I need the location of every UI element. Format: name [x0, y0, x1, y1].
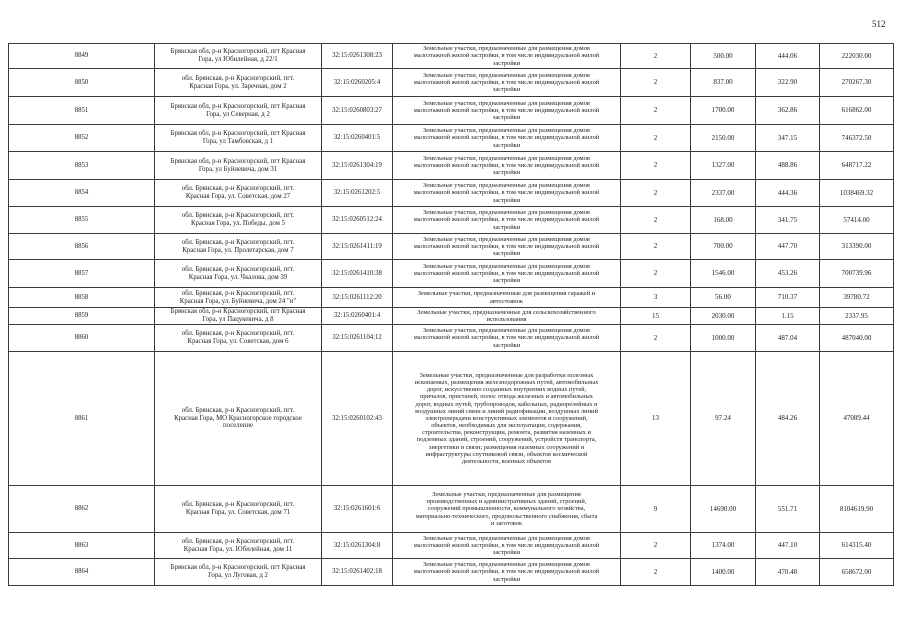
row-area: 14690.00	[691, 486, 756, 533]
row-cadastral-number: 32:15:0261112:20	[322, 288, 393, 308]
table-row	[9, 325, 894, 352]
row-rate: 1.15	[756, 308, 820, 325]
row-rate: 710.37	[756, 288, 820, 308]
row-land-use: Земельные участки, предназначенные для размещения домов малоэтажной жилой застройки, в том числе индивидуальной жилой застройки	[393, 125, 621, 152]
row-address: Брянская обл, р-н Красногорский, пгт Красная Гора, ул Юбилейная, д 22/1	[155, 44, 322, 69]
row-number: 8859	[9, 308, 155, 325]
page-number: 512	[872, 19, 886, 29]
row-cadastral-number: 32:15:0261104:12	[322, 325, 393, 352]
table-row	[9, 180, 894, 207]
row-number: 8863	[9, 533, 155, 559]
row-cadastral-value: 616862.00	[820, 97, 894, 125]
row-group: 2	[621, 207, 691, 234]
row-number: 8849	[9, 44, 155, 69]
row-number: 8855	[9, 207, 155, 234]
row-address: Брянская обл, р-н Красногорский, пгт Красная Гора, ул Северная, д 2	[155, 97, 322, 125]
row-area: 1374.00	[691, 533, 756, 559]
row-land-use: Земельные участки, предназначенные для размещения домов малоэтажной жилой застройки, в том числе индивидуальной жилой застройки	[393, 44, 621, 69]
row-land-use: Земельные участки, предназначенные для размещения производственных и административных зданий, строений, сооружений промышленности, коммунального хозяйства, материально-технического, продовольственного снабжения, сбыта и заготовок	[393, 486, 621, 533]
row-land-use: Земельные участки, предназначенные для размещения домов малоэтажной жилой застройки, в том числе индивидуальной жилой застройки	[393, 152, 621, 180]
row-rate: 447.10	[756, 533, 820, 559]
row-address: обл. Брянская, р-н Красногорский, пгт. Красная Гора, ул. Победы, дом 5	[155, 207, 322, 234]
row-cadastral-number: 32:15:0261304:19	[322, 152, 393, 180]
row-area: 1546.00	[691, 260, 756, 288]
row-area: 1400.00	[691, 559, 756, 586]
table-row	[9, 97, 894, 125]
row-group: 2	[621, 260, 691, 288]
row-number: 8860	[9, 325, 155, 352]
row-area: 1700.00	[691, 97, 756, 125]
row-area: 500.00	[691, 44, 756, 69]
row-land-use: Земельные участки, предназначенные для размещения домов малоэтажной жилой застройки, в том числе индивидуальной жилой застройки	[393, 69, 621, 97]
table-row	[9, 44, 894, 69]
row-cadastral-number: 32:15:0260803:27	[322, 97, 393, 125]
row-cadastral-value: 487040.00	[820, 325, 894, 352]
row-group: 2	[621, 180, 691, 207]
row-address: Брянская обл, р-н Красногорский, пгт Красная Гора, ул Пацукевича, д 8	[155, 308, 322, 325]
row-cadastral-number: 32:15:0261202:5	[322, 180, 393, 207]
table-row	[9, 152, 894, 180]
row-group: 2	[621, 125, 691, 152]
row-area: 1327.00	[691, 152, 756, 180]
row-cadastral-value: 2337.95	[820, 308, 894, 325]
row-cadastral-value: 8104619.90	[820, 486, 894, 533]
row-land-use: Земельные участки, предназначенные для размещения домов малоэтажной жилой застройки, в том числе индивидуальной жилой застройки	[393, 207, 621, 234]
row-cadastral-number: 32:15:0260205:4	[322, 69, 393, 97]
row-cadastral-number: 32:15:0261402:18	[322, 559, 393, 586]
row-cadastral-number: 32:15:0261411:19	[322, 234, 393, 260]
row-address: обл. Брянская, р-н Красногорский, пгт. Красная Гора, ул. Буйневича, дом 24 "и"	[155, 288, 322, 308]
row-rate: 488.86	[756, 152, 820, 180]
table-body	[9, 44, 894, 586]
row-cadastral-number: 32:15:0260102:43	[322, 352, 393, 486]
row-rate: 444.06	[756, 44, 820, 69]
row-cadastral-number: 32:15:0261601:6	[322, 486, 393, 533]
row-cadastral-value: 313390.00	[820, 234, 894, 260]
row-address: Брянская обл, р-н Красногорский, пгт Красная Гора, ул Буйневича, дом 31	[155, 152, 322, 180]
row-group: 2	[621, 533, 691, 559]
row-rate: 347.15	[756, 125, 820, 152]
row-land-use: Земельные участки, предназначенные для размещения домов малоэтажной жилой застройки, в том числе индивидуальной жилой застройки	[393, 325, 621, 352]
row-land-use: Земельные участки, предназначенные для размещения гаражей и автостоянок	[393, 288, 621, 308]
row-cadastral-number: 32:15:0260512:24	[322, 207, 393, 234]
row-address: обл. Брянская, р-н Красногорский, пгт. Красная Гора, ул. Заречная, дом 2	[155, 69, 322, 97]
row-group: 13	[621, 352, 691, 486]
row-land-use: Земельные участки, предназначенные для размещения домов малоэтажной жилой застройки, в том числе индивидуальной жилой застройки	[393, 180, 621, 207]
row-cadastral-value: 648717.22	[820, 152, 894, 180]
row-area: 700.00	[691, 234, 756, 260]
row-address: обл. Брянская, р-н Красногорский, пгт. Красная Гора, ул. Юбилейная, дом 11	[155, 533, 322, 559]
row-rate: 322.90	[756, 69, 820, 97]
row-cadastral-number: 32:15:0260401:4	[322, 308, 393, 325]
table-row	[9, 559, 894, 586]
table-row	[9, 308, 894, 325]
row-land-use: Земельные участки, предназначенные для размещения домов малоэтажной жилой застройки, в том числе индивидуальной жилой застройки	[393, 260, 621, 288]
row-group: 2	[621, 97, 691, 125]
row-cadastral-value: 57414.00	[820, 207, 894, 234]
row-cadastral-value: 658672.00	[820, 559, 894, 586]
row-area: 2030.00	[691, 308, 756, 325]
row-cadastral-value: 222030.00	[820, 44, 894, 69]
table-row	[9, 533, 894, 559]
row-rate: 487.04	[756, 325, 820, 352]
row-number: 8853	[9, 152, 155, 180]
table-row	[9, 260, 894, 288]
row-land-use: Земельные участки, предназначенные для сельскохозяйственного использования	[393, 308, 621, 325]
row-land-use: Земельные участки, предназначенные для размещения домов малоэтажной жилой застройки, в том числе индивидуальной жилой застройки	[393, 234, 621, 260]
row-rate: 444.36	[756, 180, 820, 207]
row-area: 56.00	[691, 288, 756, 308]
row-cadastral-value: 39780.72	[820, 288, 894, 308]
row-number: 8861	[9, 352, 155, 486]
row-rate: 362.86	[756, 97, 820, 125]
row-cadastral-number: 32:15:0261304:8	[322, 533, 393, 559]
row-cadastral-number: 32:15:0261410:38	[322, 260, 393, 288]
row-number: 8854	[9, 180, 155, 207]
row-land-use: Земельные участки, предназначенные для размещения домов малоэтажной жилой застройки, в том числе индивидуальной жилой застройки	[393, 559, 621, 586]
row-area: 2150.00	[691, 125, 756, 152]
row-cadastral-value: 614315.40	[820, 533, 894, 559]
row-land-use: Земельные участки, предназначенные для размещения домов малоэтажной жилой застройки, в том числе индивидуальной жилой застройки	[393, 533, 621, 559]
row-rate: 447.70	[756, 234, 820, 260]
row-number: 8856	[9, 234, 155, 260]
row-area: 97.24	[691, 352, 756, 486]
row-cadastral-value: 700739.96	[820, 260, 894, 288]
table-row	[9, 486, 894, 533]
row-address: Брянская обл, р-н Красногорский, пгт Красная Гора, ул Тамбовская, д 1	[155, 125, 322, 152]
row-number: 8864	[9, 559, 155, 586]
row-group: 2	[621, 559, 691, 586]
row-address: обл. Брянская, р-н Красногорский, пгт. Красная Гора, ул. Чкалова, дом 39	[155, 260, 322, 288]
row-group: 9	[621, 486, 691, 533]
table-row	[9, 288, 894, 308]
row-address: обл. Брянская, р-н Красногорский, пгт. Красная Гора, ул. Советская, дом 6	[155, 325, 322, 352]
row-area: 1000.00	[691, 325, 756, 352]
row-rate: 484.26	[756, 352, 820, 486]
row-rate: 341.75	[756, 207, 820, 234]
row-address: обл. Брянская, р-н Красногорский, пгт. Красная Гора, ул. Советская, дом 71	[155, 486, 322, 533]
row-land-use: Земельные участки, предназначенные для разработки полезных ископаемых, размещения железнодорожных путей, автомобильных дорог, искусственно созданных внутренних водных путей, причалов, пристаней, полос отвода железных и автомобильных дорог, водных путей, трубопроводов, кабельных, радиорелейных и воздушных линий связи и линий радиофикации, воздушных линий электропередачи конструктивных элементов и сооружений, объектов, необходимых для эксплуатации, содержания, строительства, реконструкции, ремонта, развития наземных и подземных зданий, строений, сооружений, устройств транспорта, энергетики и связи; размещения наземных сооружений и инфраструктуры спутниковой связи, объектов космической деятельности, военных объектов	[393, 352, 621, 486]
row-number: 8862	[9, 486, 155, 533]
row-address: обл. Брянская, р-н Красногорский, пгт. Красная Гора, ул. Советская, дом 27	[155, 180, 322, 207]
row-area: 168.00	[691, 207, 756, 234]
row-cadastral-number: 32:15:0260401:5	[322, 125, 393, 152]
table-row	[9, 207, 894, 234]
row-area: 2337.00	[691, 180, 756, 207]
table-row	[9, 234, 894, 260]
row-group: 2	[621, 234, 691, 260]
row-cadastral-value: 746372.50	[820, 125, 894, 152]
row-cadastral-value: 1038469.32	[820, 180, 894, 207]
row-group: 3	[621, 288, 691, 308]
row-address: Брянская обл, р-н Красногорский, пгт Красная Гора, ул Луговая, д 2	[155, 559, 322, 586]
row-group: 2	[621, 152, 691, 180]
table-row	[9, 352, 894, 486]
row-number: 8857	[9, 260, 155, 288]
row-group: 2	[621, 44, 691, 69]
row-address: обл. Брянская, р-н Красногорский, пгт. Красная Гора, ул. Пролетарская, дом 7	[155, 234, 322, 260]
row-group: 2	[621, 69, 691, 97]
row-number: 8850	[9, 69, 155, 97]
row-address: обл. Брянская, р-н Красногорский, пгт. Красная Гора, МО Красногорское городское поселение	[155, 352, 322, 486]
row-area: 837.00	[691, 69, 756, 97]
row-rate: 551.71	[756, 486, 820, 533]
row-rate: 470.48	[756, 559, 820, 586]
row-number: 8851	[9, 97, 155, 125]
row-number: 8858	[9, 288, 155, 308]
table-row	[9, 69, 894, 97]
row-cadastral-value: 270267.30	[820, 69, 894, 97]
row-rate: 453.26	[756, 260, 820, 288]
row-number: 8852	[9, 125, 155, 152]
row-cadastral-number: 32:15:0261308:23	[322, 44, 393, 69]
row-group: 2	[621, 325, 691, 352]
row-land-use: Земельные участки, предназначенные для размещения домов малоэтажной жилой застройки, в том числе индивидуальной жилой застройки	[393, 97, 621, 125]
row-cadastral-value: 47089.44	[820, 352, 894, 486]
row-group: 15	[621, 308, 691, 325]
table-row	[9, 125, 894, 152]
land-registry-table	[8, 43, 894, 586]
